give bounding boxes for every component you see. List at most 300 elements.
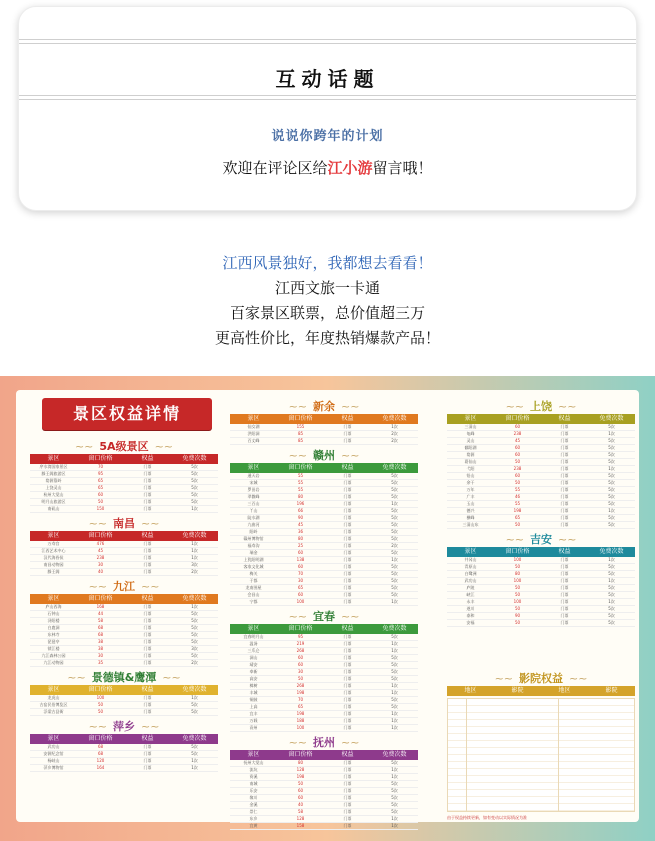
table-row (230, 564, 418, 571)
table-header: 景区 窗口价格 权益 免费次数 (30, 734, 218, 744)
row-venue: 泰和 (466, 613, 475, 618)
table-row (230, 669, 418, 676)
row-price: 268 (296, 683, 305, 688)
row-price: 50 (514, 459, 521, 464)
row-venue: 葛仙山 (464, 459, 477, 464)
table-row (230, 690, 418, 697)
row-benefit: 门票 (143, 618, 152, 623)
table-row (447, 578, 635, 585)
row-free-times: 5次 (391, 564, 398, 569)
row-free-times: 5次 (191, 618, 198, 623)
table-row (230, 760, 418, 767)
row-venue: 流坑 (249, 767, 258, 772)
table-row (447, 424, 635, 431)
row-price: 65 (514, 515, 521, 520)
row-venue: 上饶灵山 (45, 485, 62, 490)
row-free-times: 1次 (391, 767, 398, 772)
table-row (30, 485, 218, 492)
row-price: 100 (96, 695, 105, 700)
row-free-times: 1次 (391, 424, 398, 429)
row-price: 50 (514, 620, 521, 625)
row-price: 60 (97, 492, 104, 497)
row-venue: 浮梁古县衙 (43, 709, 64, 714)
row-venue: 南城 (249, 781, 258, 786)
row-free-times: 3次 (191, 646, 198, 651)
row-benefit: 门票 (343, 816, 352, 821)
row-price: 65 (97, 478, 104, 483)
row-venue: 黎川 (249, 795, 258, 800)
table-row (30, 702, 218, 709)
row-free-times: 5次 (391, 571, 398, 576)
row-benefit: 门票 (560, 501, 569, 506)
row-free-times: 5次 (391, 487, 398, 492)
table-row (230, 438, 418, 445)
row-price: 45 (514, 438, 521, 443)
row-free-times: 5次 (391, 788, 398, 793)
row-price: 85 (297, 438, 304, 443)
table-row (447, 487, 635, 494)
row-venue: 百丈峰 (247, 438, 260, 443)
row-venue: 汉代海昏侯 (43, 555, 64, 560)
row-free-times: 5次 (608, 452, 615, 457)
row-free-times: 1次 (391, 501, 398, 506)
row-benefit: 门票 (343, 592, 352, 597)
section-title-pingxiang: ~~ 萍乡 ~~ (30, 720, 218, 734)
row-benefit: 门票 (143, 492, 152, 497)
row-benefit: 门票 (560, 487, 569, 492)
row-price: 238 (513, 431, 522, 436)
row-free-times: 5次 (191, 499, 198, 504)
row-price: 80 (297, 494, 304, 499)
row-price: 168 (96, 604, 105, 609)
row-free-times: 1次 (391, 557, 398, 562)
row-venue: 万寿宫 (47, 541, 60, 546)
row-benefit: 门票 (560, 508, 569, 513)
row-benefit: 门票 (560, 557, 569, 562)
row-benefit: 门票 (343, 480, 352, 485)
row-benefit: 门票 (560, 592, 569, 597)
table-row (30, 758, 218, 765)
row-price: 60 (514, 473, 521, 478)
row-price: 50 (514, 585, 521, 590)
row-venue: 东乡 (249, 816, 258, 821)
row-free-times: 5次 (608, 571, 615, 576)
table-row (230, 718, 418, 725)
intro-line-2: 江西文旅一卡通 (274, 279, 380, 297)
table-row (30, 709, 218, 716)
row-free-times: 1次 (391, 711, 398, 716)
row-venue: 白鹿洞 (47, 625, 60, 630)
row-benefit: 门票 (560, 599, 569, 604)
benefits-poster-image[interactable] (0, 376, 655, 841)
table-row (30, 548, 218, 555)
table-row (230, 683, 418, 690)
row-benefit: 门票 (343, 662, 352, 667)
row-venue: 横峰 (466, 515, 475, 520)
row-free-times: 1次 (191, 695, 198, 700)
row-venue: 白鹭洲 (464, 571, 477, 576)
row-venue: 龙虎山 (47, 695, 60, 700)
row-price: 44 (97, 611, 104, 616)
table-row (30, 562, 218, 569)
row-price: 476 (96, 541, 105, 546)
row-benefit: 门票 (343, 641, 352, 646)
row-price: 50 (514, 592, 521, 597)
row-price: 138 (296, 557, 305, 562)
row-venue: 铅山 (466, 473, 475, 478)
row-free-times: 1次 (391, 816, 398, 821)
row-benefit: 门票 (560, 445, 569, 450)
row-price: 30 (297, 669, 304, 674)
row-free-times: 5次 (608, 473, 615, 478)
table-row (230, 431, 418, 438)
row-free-times: 5次 (191, 702, 198, 707)
table-header: 景区 窗口价格 权益 免费次数 (230, 463, 418, 473)
table-row (230, 557, 418, 564)
row-price: 58 (297, 809, 304, 814)
row-price: 50 (297, 781, 304, 786)
row-benefit: 门票 (143, 555, 152, 560)
row-price: 50 (514, 564, 521, 569)
row-price: 85 (297, 431, 304, 436)
row-price: 60 (514, 452, 521, 457)
row-free-times: 5次 (608, 480, 615, 485)
table-row (230, 508, 418, 515)
row-venue: 陡水湖 (247, 515, 260, 520)
row-venue: 九江动物园 (43, 660, 64, 665)
row-free-times: 5次 (391, 697, 398, 702)
row-venue: 三清山 (464, 424, 477, 429)
row-benefit: 门票 (560, 515, 569, 520)
row-price: 188 (296, 718, 305, 723)
row-free-times: 2次 (391, 543, 398, 548)
row-venue: 宜黄 (249, 823, 258, 828)
row-free-times: 2次 (191, 660, 198, 665)
row-benefit: 门票 (143, 653, 152, 658)
row-price: 36 (297, 529, 304, 534)
table-row (230, 767, 418, 774)
row-free-times: 1次 (608, 578, 615, 583)
divider (19, 95, 636, 96)
row-free-times: 5次 (191, 464, 198, 469)
table-row (447, 592, 635, 599)
row-benefit: 门票 (343, 522, 352, 527)
row-benefit: 门票 (343, 557, 352, 562)
row-venue: 万年 (466, 487, 475, 492)
row-price: 100 (296, 599, 305, 604)
row-venue: 樟树 (249, 683, 258, 688)
row-venue: 杭州大觉山 (43, 492, 64, 497)
row-free-times: 5次 (608, 445, 615, 450)
table-row (447, 494, 635, 501)
row-price: 50 (97, 499, 104, 504)
row-free-times: 5次 (608, 494, 615, 499)
row-free-times: 5次 (391, 704, 398, 709)
table-row (230, 550, 418, 557)
row-free-times: 1次 (391, 725, 398, 730)
table-row (230, 662, 418, 669)
row-price: 50 (97, 702, 104, 707)
row-free-times: 5次 (608, 585, 615, 590)
row-venue: 乐安 (249, 788, 258, 793)
row-venue: 序水湾国家景区 (39, 464, 68, 469)
section-title-xinyu: ~~ 新余 ~~ (230, 400, 418, 414)
row-venue: 琵琶亭 (47, 639, 60, 644)
row-benefit: 门票 (560, 606, 569, 611)
section-title-nanchang: ~~ 南昌 ~~ (30, 517, 218, 531)
row-venue: 赣州博物馆 (243, 536, 264, 541)
row-free-times: 1次 (391, 690, 398, 695)
table-row (230, 676, 418, 683)
row-benefit: 门票 (143, 604, 152, 609)
row-venue: 玉山 (466, 501, 475, 506)
row-price: 38 (97, 646, 104, 651)
table-row (447, 515, 635, 522)
row-price: 100 (513, 557, 522, 562)
row-venue: 三爪仑 (247, 648, 260, 653)
row-benefit: 门票 (343, 690, 352, 695)
row-price: 35 (97, 660, 104, 665)
row-benefit: 门票 (560, 613, 569, 618)
row-benefit: 门票 (560, 564, 569, 569)
section-title-jiujiang: ~~ 九江 ~~ (30, 580, 218, 594)
row-benefit: 门票 (143, 632, 152, 637)
table-row (447, 431, 635, 438)
row-benefit: 门票 (343, 774, 352, 779)
row-free-times: 5次 (391, 676, 398, 681)
intro-line-4: 更高性价比，年度热销爆款产品！ (214, 329, 440, 347)
row-benefit: 门票 (343, 543, 352, 548)
row-price: 60 (514, 424, 521, 429)
row-benefit: 门票 (560, 620, 569, 625)
table-row (447, 466, 635, 473)
row-venue: 武功山 (47, 744, 60, 749)
row-venue: 三百山 (247, 501, 260, 506)
row-venue: 九曲河 (247, 522, 260, 527)
row-venue: 锁江楼 (47, 646, 60, 651)
film-table-header: 地区 影院 地区 影院 (447, 686, 635, 696)
table-header: 景区 窗口价格 权益 免费次数 (447, 414, 635, 424)
row-price: 68 (97, 625, 104, 630)
row-free-times: 5次 (391, 536, 398, 541)
row-benefit: 门票 (560, 480, 569, 485)
row-free-times: 5次 (191, 485, 198, 490)
row-price: 158 (296, 823, 305, 828)
row-benefit: 门票 (343, 515, 352, 520)
row-venue: 井冈山 (464, 557, 477, 562)
row-venue: 石钟山 (47, 611, 60, 616)
table-row (230, 816, 418, 823)
row-venue: 洞山 (249, 655, 258, 660)
table-row (230, 501, 418, 508)
row-benefit: 门票 (343, 494, 352, 499)
row-venue: 福寿沟 (247, 543, 260, 548)
row-venue: 万载 (249, 718, 258, 723)
table-header: 景区 窗口价格 权益 免费次数 (30, 531, 218, 541)
row-free-times: 5次 (391, 508, 398, 513)
row-venue: 永丰 (466, 599, 475, 604)
table-row (30, 632, 218, 639)
row-venue: 资溪 (249, 774, 258, 779)
row-free-times: 5次 (608, 522, 615, 527)
row-benefit: 门票 (143, 478, 152, 483)
table-row (230, 641, 418, 648)
row-price: 25 (297, 543, 304, 548)
row-price: 50 (514, 480, 521, 485)
row-free-times: 5次 (391, 655, 398, 660)
row-free-times: 5次 (391, 781, 398, 786)
row-venue: 南昌动物园 (43, 562, 64, 567)
table-row (230, 704, 418, 711)
table-row (30, 765, 218, 772)
row-price: 45 (297, 522, 304, 527)
card-subtitle: 说说你跨年的计划 (271, 129, 384, 144)
row-free-times: 5次 (391, 585, 398, 590)
row-free-times: 3次 (191, 562, 198, 567)
row-free-times: 5次 (191, 611, 198, 616)
row-venue: 温汤 (249, 641, 258, 646)
row-venue: 古窑民俗博览区 (39, 702, 68, 707)
row-benefit: 门票 (343, 438, 352, 443)
row-venue: 余干 (466, 480, 475, 485)
row-benefit: 门票 (143, 695, 152, 700)
row-free-times: 1次 (191, 765, 198, 770)
table-header: 景区 窗口价格 权益 免费次数 (230, 624, 418, 634)
table-row (230, 711, 418, 718)
row-free-times: 5次 (191, 653, 198, 658)
row-benefit: 门票 (343, 473, 352, 478)
row-benefit: 门票 (343, 599, 352, 604)
row-free-times: 1次 (391, 599, 398, 604)
row-venue: 宜春明月山 (243, 634, 264, 639)
row-price: 196 (296, 501, 305, 506)
row-venue: 金溪 (249, 802, 258, 807)
row-venue: 罗田岩 (247, 487, 260, 492)
table-row (447, 557, 635, 564)
row-price: 100 (513, 599, 522, 604)
row-price: 60 (297, 550, 304, 555)
row-benefit: 门票 (343, 578, 352, 583)
row-free-times: 5次 (608, 459, 615, 464)
table-row (230, 648, 418, 655)
row-price: 238 (96, 555, 105, 560)
table-row (447, 620, 635, 627)
row-free-times: 1次 (391, 774, 398, 779)
row-price: 40 (297, 802, 304, 807)
row-venue: 崇仁 (249, 809, 258, 814)
row-price: 95 (297, 634, 304, 639)
row-venue: 九江森林公园 (41, 653, 66, 658)
row-benefit: 门票 (343, 697, 352, 702)
row-benefit: 门票 (143, 660, 152, 665)
invite-prefix: 欢迎在评论区给 (222, 159, 328, 177)
row-venue: 丰城 (249, 690, 258, 695)
row-price: 65 (297, 585, 304, 590)
row-free-times: 5次 (608, 424, 615, 429)
row-free-times: 5次 (391, 809, 398, 814)
row-free-times: 1次 (608, 557, 615, 562)
row-price: 198 (296, 690, 305, 695)
row-price: 164 (96, 765, 105, 770)
row-venue: 龙南围屋 (245, 585, 262, 590)
table-row (447, 473, 635, 480)
section-title-5a: ~~ 5A级景区 ~~ (30, 440, 218, 454)
row-benefit: 门票 (143, 702, 152, 707)
row-venue: 宁都 (249, 599, 258, 604)
row-price: 80 (297, 760, 304, 765)
row-benefit: 门票 (560, 585, 569, 590)
invite-highlight: 江小游 (327, 159, 373, 177)
row-price: 38 (97, 639, 104, 644)
section-title-film: ~~ 影院权益 ~~ (447, 672, 635, 686)
row-benefit: 门票 (343, 711, 352, 716)
table-row (30, 492, 218, 499)
row-venue: 会昌山 (247, 592, 260, 597)
table-row (230, 655, 418, 662)
row-price: 40 (97, 569, 104, 574)
row-venue: 安源纪念馆 (43, 751, 64, 756)
table-row (230, 522, 418, 529)
row-price: 128 (296, 767, 305, 772)
row-venue: 婺源 (466, 452, 475, 457)
row-free-times: 5次 (608, 438, 615, 443)
row-price: 238 (513, 466, 522, 471)
row-venue: 通天岩 (247, 473, 260, 478)
table-row (230, 536, 418, 543)
row-benefit: 门票 (143, 541, 152, 546)
row-venue: 青原山 (464, 564, 477, 569)
row-free-times: 1次 (391, 718, 398, 723)
row-price: 120 (96, 758, 105, 763)
table-row (447, 606, 635, 613)
row-free-times: 1次 (391, 648, 398, 653)
row-free-times: 2次 (191, 569, 198, 574)
row-benefit: 门票 (560, 424, 569, 429)
row-free-times: 5次 (391, 550, 398, 555)
row-price: 150 (96, 506, 105, 511)
table-row (447, 445, 635, 452)
row-free-times: 5次 (608, 501, 615, 506)
row-price: 100 (513, 578, 522, 583)
table-row (30, 611, 218, 618)
row-venue: 上高 (249, 704, 258, 709)
row-venue: 奉新 (249, 669, 258, 674)
row-benefit: 门票 (143, 471, 152, 476)
row-benefit: 门票 (560, 473, 569, 478)
row-price: 60 (297, 655, 304, 660)
film-table-grid (447, 698, 635, 812)
row-free-times: 5次 (191, 632, 198, 637)
row-benefit: 门票 (343, 781, 352, 786)
row-venue: 客家文化城 (243, 564, 264, 569)
row-free-times: 1次 (608, 508, 615, 513)
row-price: 65 (97, 485, 104, 490)
topic-card (18, 6, 637, 211)
row-benefit: 门票 (343, 704, 352, 709)
table-row (230, 480, 418, 487)
section-title-jian: ~~ 吉安 ~~ (447, 533, 635, 547)
row-venue: 灵山 (466, 438, 475, 443)
row-venue: 浔阳楼 (47, 618, 60, 623)
row-benefit: 门票 (343, 795, 352, 800)
row-venue: 丫山 (249, 508, 258, 513)
row-free-times: 5次 (391, 760, 398, 765)
table-row (30, 499, 218, 506)
row-price: 70 (297, 571, 304, 576)
row-price: 198 (513, 508, 522, 513)
row-free-times: 5次 (608, 606, 615, 611)
row-venue: 武功山 (464, 578, 477, 583)
